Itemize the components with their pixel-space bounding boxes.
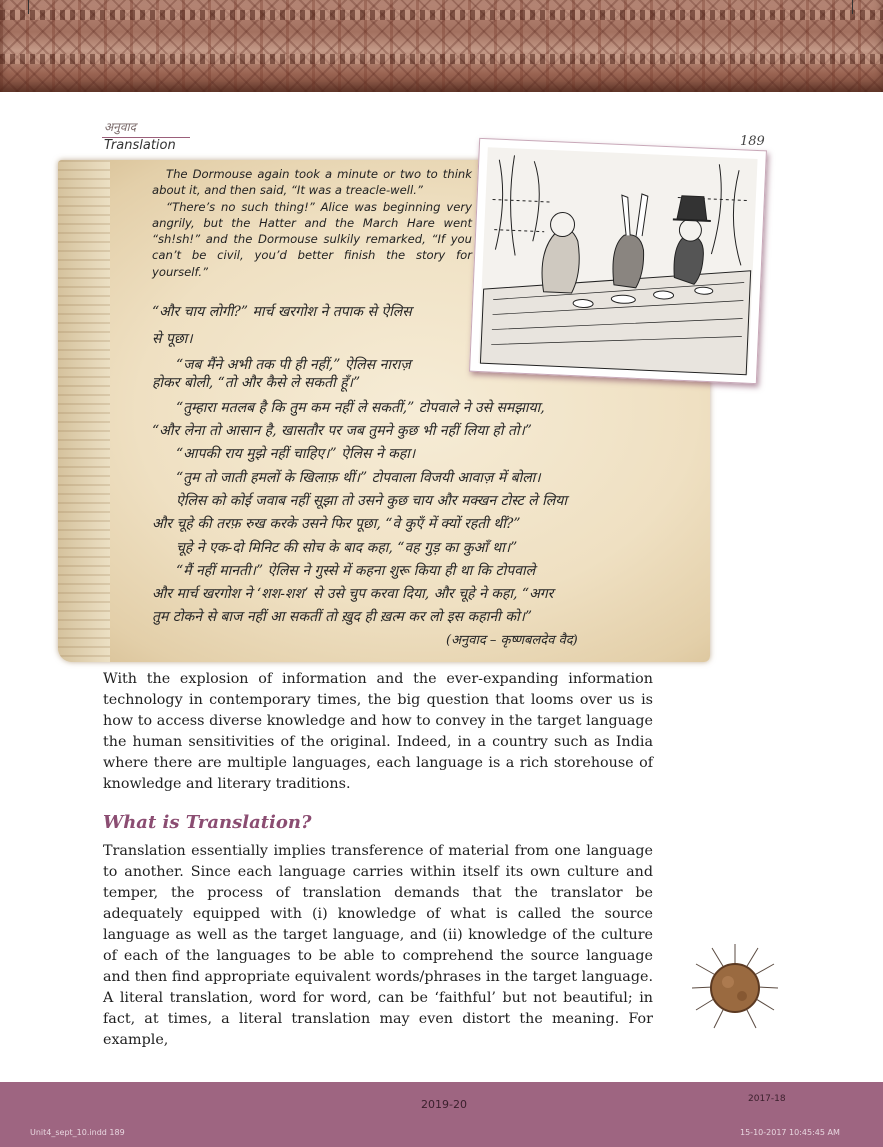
page-number: 189 bbox=[740, 134, 765, 149]
banner-carving-band bbox=[0, 54, 883, 64]
sun-icon bbox=[690, 940, 780, 1032]
section-heading: What is Translation? bbox=[103, 812, 312, 833]
excerpt-paragraph: The Dormouse again took a minute or two to think about it, and then said, “It was a treacle-well.” bbox=[152, 167, 472, 198]
hindi-line: “और चाय लोगी?” मार्च खरगोश ने तपाक से ऐलिस bbox=[152, 304, 412, 320]
intro-paragraph: With the explosion of information and the ever-expanding information technology in contemporary times, the big question that looms over us is how to access diverse knowledge and how to convey in the target language the human sensitivities of the original. Indeed, in a country such as India where there are multiple languages, each language is a rich storehouse of knowledge and literary traditions. bbox=[103, 671, 653, 792]
running-header-hindi: अनुवाद bbox=[104, 120, 136, 134]
decorative-stone-banner bbox=[0, 0, 883, 92]
footer-year-small: 2017-18 bbox=[748, 1094, 786, 1104]
running-header-english: Translation bbox=[104, 138, 176, 153]
translator-attribution: (अनुवाद – कृष्णबलदेव वैद) bbox=[446, 633, 578, 648]
hindi-line: तुम टोकने से बाज नहीं आ सकतीं तो ख़ुद ही ख़त्म कर लो इस कहानी को।” bbox=[152, 609, 533, 625]
hindi-line: ऐलिस को कोई जवाब नहीं सूझा तो उसने कुछ चाय और मक्खन टोस्ट ले लिया bbox=[176, 493, 567, 509]
footer-file-slug: Unit4_sept_10.indd 189 bbox=[30, 1128, 125, 1137]
parchment-torn-edge bbox=[58, 160, 110, 662]
footer-bar bbox=[0, 1082, 883, 1147]
section-paragraph: Translation essentially implies transference of material from one language to another. Since each language carries within itself its own culture and temper, the process of translation demands that the translator be adequately equipped with (i) knowledge of what is called the source language as well as the target language, and (ii) knowledge of the culture of each of the languages to be able to comprehend the source language and then find appropriate equivalent words/phrases in the target language. A literal translation, word for word, can be ‘faithful’ but not beautiful; in fact, at times, a literal translation may even distort the meaning. For example, bbox=[103, 843, 653, 1048]
crop-mark bbox=[28, 0, 29, 14]
hindi-line: “तुम तो जाती हमलों के खिलाफ़ थीं।” टोपवाला विजयी आवाज़ में बोला। bbox=[176, 470, 541, 486]
banner-carving-band bbox=[0, 10, 883, 20]
english-excerpt bbox=[152, 166, 472, 280]
hindi-line: होकर बोली, “तो और कैसे ले सकती हूँ।” bbox=[152, 375, 361, 391]
hindi-line: “आपकी राय मुझे नहीं चाहिए।” ऐलिस ने कहा। bbox=[176, 446, 416, 462]
hindi-line: “और लेना तो आसान है, खासतौर पर जब तुमने कुछ भी नहीं लिया हो तो।” bbox=[152, 423, 532, 439]
hindi-line: चूहे ने एक-दो मिनिट की सोच के बाद कहा, “वह गुड़ का कुआँ था।” bbox=[176, 540, 518, 556]
hindi-line: से पूछा। bbox=[152, 331, 193, 347]
crop-mark bbox=[852, 0, 853, 14]
hindi-line: “जब मैंने अभी तक पी ही नहीं,” ऐलिस नाराज़ bbox=[176, 357, 411, 373]
footer-timestamp: 15-10-2017 10:45:45 AM bbox=[740, 1128, 840, 1137]
hindi-line: और मार्च खरगोश ने ‘शश-शश’ से उसे चुप करवा दिया, और चूहे ने कहा, “अगर bbox=[152, 586, 554, 602]
excerpt-paragraph: “There’s no such thing!” Alice was beginning very angrily, but the Hatter and the March Hare went “sh!sh!” and the Dormouse sulkily remarked, “If you can’t be civil, you’d better finish the story for yourself.” bbox=[152, 199, 472, 279]
hindi-line: “तुम्हारा मतलब है कि तुम कम नहीं ले सकतीं,” टोपवाले ने उसे समझाया, bbox=[176, 400, 545, 416]
hindi-line: और चूहे की तरफ़ रुख करके उसने फिर पूछा, “वे कुएँ में क्यों रहती थीं?” bbox=[152, 516, 521, 532]
hindi-line: “मैं नहीं मानती।” ऐलिस ने गुस्से में कहना शुरू किया ही था कि टोपवाले bbox=[176, 563, 536, 579]
footer-year: 2019-20 bbox=[421, 1098, 467, 1111]
